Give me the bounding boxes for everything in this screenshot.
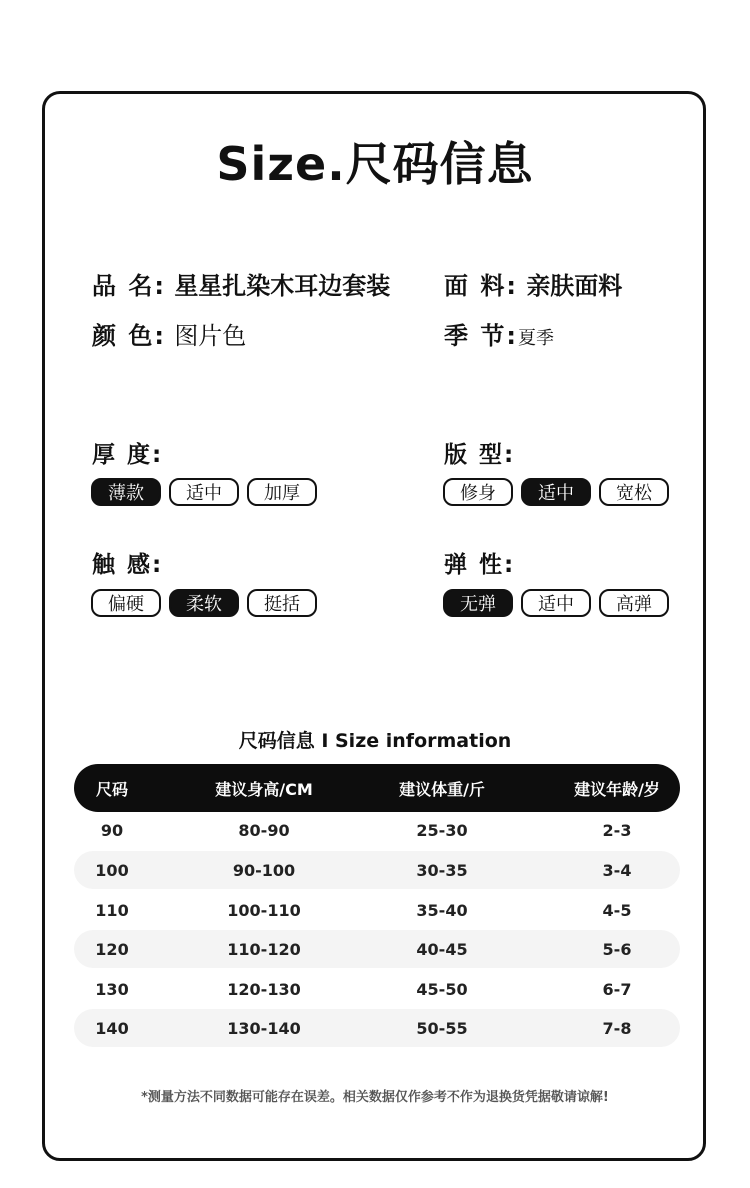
cell-size: 130 <box>95 979 129 999</box>
fit-option: 宽松 <box>599 478 669 506</box>
cell-age: 7-8 <box>602 1018 632 1038</box>
thickness-option: 适中 <box>169 478 239 506</box>
cell-height: 90-100 <box>232 860 296 880</box>
cell-height: 80-90 <box>238 820 290 840</box>
cell-height: 100-110 <box>227 900 301 920</box>
header-height: 建议身高/CM <box>215 779 313 799</box>
color-value: 图片色 <box>174 322 247 350</box>
cell-height: 130-140 <box>227 1018 301 1038</box>
elasticity-option: 无弹 <box>443 589 513 617</box>
header-age: 建议年龄/岁 <box>574 779 660 799</box>
season-value: 夏季 <box>517 328 554 349</box>
fabric-field <box>444 266 622 301</box>
page-title: Size.尺码信息 <box>216 137 534 191</box>
feel-label: 触 感: <box>92 552 164 578</box>
header-weight: 建议体重/斤 <box>399 779 485 799</box>
product-name-field <box>92 266 390 301</box>
cell-size: 90 <box>100 820 124 840</box>
cell-size: 110 <box>95 900 129 920</box>
fit-options <box>443 478 669 506</box>
cell-height: 110-120 <box>227 939 301 959</box>
thickness-option: 薄款 <box>91 478 161 506</box>
table-row <box>74 970 680 1008</box>
color-label: 颜 色: <box>92 322 166 350</box>
table-row <box>74 811 680 849</box>
disclaimer-note: *测量方法不同数据可能存在误差。相关数据仅作参考不作为退换货凭据敬请谅解! <box>141 1090 609 1105</box>
table-row <box>74 851 680 889</box>
product-name-value: 星星扎染木耳边套装 <box>174 272 391 300</box>
feel-option: 偏硬 <box>91 589 161 617</box>
color-field <box>92 316 246 351</box>
fabric-value: 亲肤面料 <box>526 272 623 300</box>
cell-height: 120-130 <box>227 979 301 999</box>
table-row <box>74 930 680 968</box>
elasticity-options <box>443 589 669 617</box>
thickness-option: 加厚 <box>247 478 317 506</box>
fit-option: 适中 <box>521 478 591 506</box>
cell-age: 3-4 <box>602 860 632 880</box>
fit-option: 修身 <box>443 478 513 506</box>
table-row <box>74 891 680 929</box>
size-table-title: 尺码信息 I Size information <box>238 730 512 752</box>
thickness-options <box>91 478 317 506</box>
cell-size: 140 <box>95 1018 129 1038</box>
feel-options <box>91 589 317 617</box>
cell-weight: 50-55 <box>416 1018 468 1038</box>
elasticity-option: 适中 <box>521 589 591 617</box>
thickness-label: 厚 度: <box>92 442 164 468</box>
cell-age: 6-7 <box>602 979 632 999</box>
cell-weight: 40-45 <box>416 939 468 959</box>
table-header <box>74 764 680 812</box>
fabric-label: 面 料: <box>444 272 518 300</box>
cell-size: 120 <box>95 939 129 959</box>
cell-weight: 35-40 <box>416 900 468 920</box>
fit-label: 版 型: <box>444 442 516 468</box>
elasticity-label: 弹 性: <box>444 552 516 578</box>
feel-option: 柔软 <box>169 589 239 617</box>
cell-age: 2-3 <box>602 820 632 840</box>
cell-size: 100 <box>95 860 129 880</box>
cell-weight: 45-50 <box>416 979 468 999</box>
cell-weight: 30-35 <box>416 860 468 880</box>
cell-weight: 25-30 <box>416 820 468 840</box>
cell-age: 5-6 <box>602 939 632 959</box>
season-label: 季 节: <box>444 322 518 350</box>
elasticity-option: 高弹 <box>599 589 669 617</box>
season-field <box>444 316 554 351</box>
product-name-label: 品 名: <box>92 272 166 300</box>
table-row <box>74 1009 680 1047</box>
feel-option: 挺括 <box>247 589 317 617</box>
header-size: 尺码 <box>95 779 128 799</box>
cell-age: 4-5 <box>602 900 632 920</box>
